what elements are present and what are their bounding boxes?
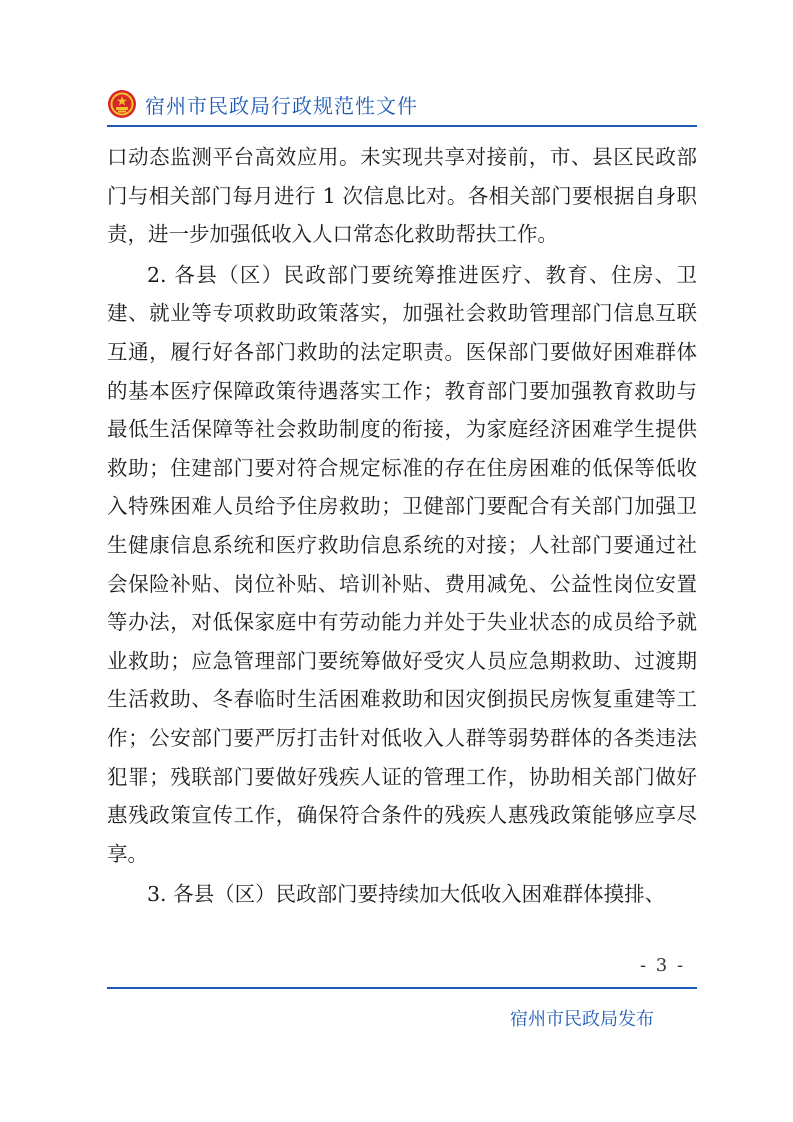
text-line: 业救助；应急管理部门要统筹做好受灾人员应急期救助、过渡期: [107, 648, 697, 673]
footer-publisher: 宿州市民政局发布: [510, 1009, 654, 1030]
text-line: 互通，履行好各部门救助的法定职责。医保部门要做好困难群体: [107, 339, 697, 364]
text-line: 2. 各县（区）民政部门要统筹推进医疗、教育、住房、卫: [147, 262, 697, 287]
text-line: 生活救助、冬春临时生活困难救助和因灾倒损民房恢复重建等工: [107, 687, 697, 712]
text-line: 入特殊困难人员给予住房救助；卫健部门要配合有关部门加强卫: [107, 494, 697, 519]
paragraph: [107, 138, 697, 254]
text-line: 的基本医疗保障政策待遇落实工作；教育部门要加强教育救助与: [107, 378, 697, 403]
text-line: 享。: [107, 841, 148, 866]
header-divider: [107, 125, 697, 127]
text-line: 作；公安部门要严厉打击针对低收入人群等弱势群体的各类违法: [107, 725, 697, 750]
footer-divider: [107, 987, 697, 989]
text-line: 责，进一步加强低收入人口常态化救助帮扶工作。: [107, 222, 558, 247]
document-header: [107, 84, 418, 124]
text-line: 门与相关部门每月进行 1 次信息比对。各相关部门要根据自身职: [107, 183, 697, 208]
national-emblem-icon: [107, 89, 137, 119]
text-line: 生健康信息系统和医疗救助信息系统的对接；人社部门要通过社: [107, 532, 697, 557]
text-line: 建、就业等专项救助政策落实，加强社会救助管理部门信息互联: [107, 301, 697, 326]
text-line: 最低生活保障等社会救助制度的衔接，为家庭经济困难学生提供: [107, 417, 697, 442]
text-line: 3. 各县（区）民政部门要持续加大低收入困难群体摸排、: [147, 882, 666, 907]
text-line: 救助；住建部门要对符合规定标准的存在住房困难的低保等低收: [107, 455, 697, 480]
paragraph: [107, 875, 697, 914]
text-line: 等办法，对低保家庭中有劳动能力并处于失业状态的成员给予就: [107, 610, 697, 635]
header-title: 宿州市民政局行政规范性文件: [145, 93, 418, 118]
text-line: 口动态监测平台高效应用。未实现共享对接前，市、县区民政部: [107, 145, 697, 169]
text-line: 惠残政策宣传工作，确保符合条件的残疾人惠残政策能够应享尽: [107, 803, 697, 828]
document-body: [107, 138, 697, 914]
paragraph: [107, 256, 697, 874]
text-line: 犯罪；残联部门要做好残疾人证的管理工作，协助相关部门做好: [107, 764, 697, 789]
text-line: 会保险补贴、岗位补贴、培训补贴、费用减免、公益性岗位安置: [107, 571, 697, 596]
page-number: - 3 -: [640, 955, 686, 976]
